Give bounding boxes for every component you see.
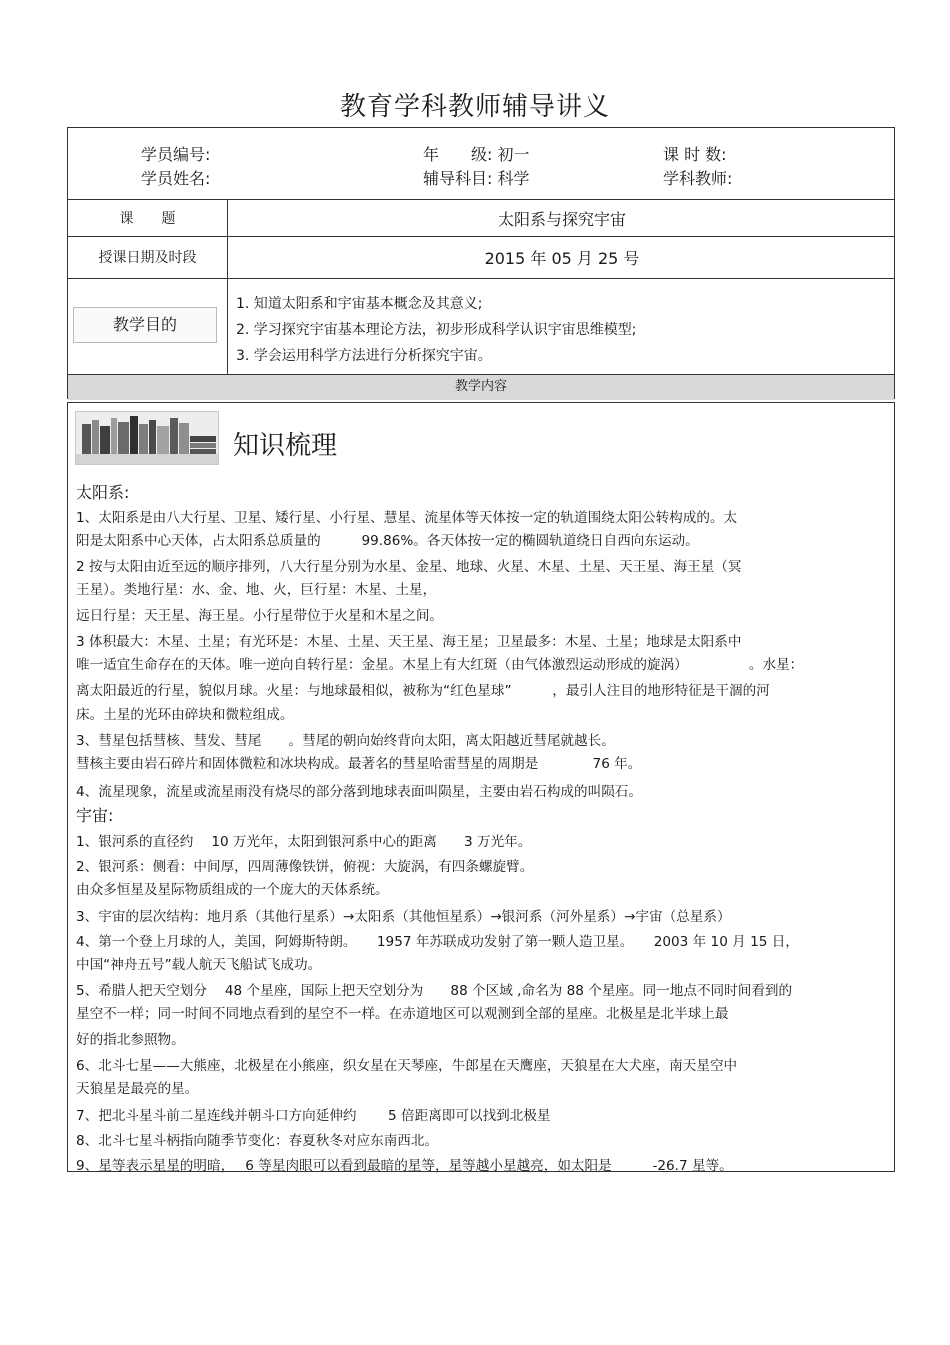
teacher-label: 学科教师: — [663, 169, 733, 188]
content-line: 王星）。类地行星：水、金、地、火，巨行星：木星、土星， — [76, 582, 437, 598]
content-line: 好的指北参照物。 — [76, 1032, 185, 1048]
content-line: 远日行星：天王星、海王星。小行星带位于火星和木星之间。 — [76, 608, 444, 624]
content-line: 5、希腊人把天空划分 48 个星座，国际上把天空划分为 88 个区域 ,命名为 88 个星座。同一地点不同时间看到的 — [76, 983, 793, 999]
content-line: 阳是太阳系中心天体，占太阳系总质量的 99.86%。各天体按一定的椭圆轨道绕日自西向东运动。 — [76, 533, 699, 549]
content-line: 唯一适宜生命存在的天体。唯一逆向自转行星：金星。木星上有大红斑（由气体激烈运动形成的旋涡） 。水星： — [76, 657, 804, 673]
content-line: 由众多恒星及星际物质组成的一个庞大的天体系统。 — [76, 882, 389, 898]
section-title: 知识梳理 — [233, 431, 338, 461]
content-line: 1、银河系的直径约 10 万光年，太阳到银河系中心的距离 3 万光年。 — [76, 834, 532, 850]
grade-field: 年 级: 初一 — [423, 145, 530, 164]
content-line: 离太阳最近的行星，貌似月球。火星：与地球最相似，被称为“红色星球” ，最引人注目的地形特征是干涸的河 — [76, 683, 770, 699]
topic-label: 课 题 — [119, 211, 176, 227]
content-line: 彗核主要由岩石碎片和固体微粒和冰块构成。最著名的彗星哈雷彗星的周期是 76 年。 — [76, 756, 642, 772]
content-line: 9、星等表示星星的明暗， 6 等星肉眼可以看到最暗的星等，星等越小星越亮，如太阳是 -26.7 星等。 — [76, 1158, 733, 1174]
objective-item: 1. 知道太阳系和宇宙基本概念及其意义; — [236, 296, 483, 312]
content-line: 3、彗星包括彗核、彗发、彗尾 。彗尾的朝向始终背向太阳，离太阳越近彗尾就越长。 — [76, 733, 615, 749]
solar-system-heading: 太阳系: — [76, 483, 130, 502]
content-line: 2、银河系：侧看：中间厚，四周薄像铁饼，俯视：大旋涡，有四条螺旋臂。 — [76, 859, 534, 875]
content-line: 3、宇宙的层次结构：地月系（其他行星系）→太阳系（其他恒星系）→银河系（河外星系）→宇宙（总星系） — [76, 909, 731, 925]
content-line: 中国“神舟五号”载人航天飞船试飞成功。 — [76, 957, 322, 973]
objective-item: 2. 学习探究宇宙基本理论方法，初步形成科学认识宇宙思维模型; — [236, 322, 637, 338]
content-line: 天狼星是最亮的星。 — [76, 1081, 199, 1097]
row-divider — [68, 236, 894, 237]
row-divider — [68, 278, 894, 279]
content-line: 7、把北斗星斗前二星连线并朝斗口方向延伸约 5 倍距离即可以找到北极星 — [76, 1108, 551, 1124]
teaching-content-panel — [67, 402, 895, 1172]
content-line: 2 按与太阳由近至远的顺序排列，八大行星分别为水星、金星、地球、火星、木星、土星、天王星、海王星（冥 — [76, 559, 742, 575]
content-line: 4、第一个登上月球的人，美国，阿姆斯特朗。 1957 年苏联成功发射了第一颗人造卫星。 2003 年 10 月 15 日， — [76, 934, 799, 950]
objective-item: 3. 学会运用科学方法进行分析探究宇宙。 — [236, 348, 492, 364]
page-title: 教育学科教师辅导讲义 — [339, 92, 610, 122]
content-line: 4、流星现象，流星或流星雨没有烧尽的部分落到地球表面叫陨星，主要由岩石构成的叫陨石。 — [76, 784, 642, 800]
lesson-hours-label: 课 时 数: — [663, 145, 727, 164]
content-line: 星空不一样；同一时间不同地点看到的星空不一样。在赤道地区可以观测到全部的星座。北极星是北半球上最 — [76, 1006, 729, 1022]
books-icon — [75, 411, 219, 465]
student-name-label: 学员姓名: — [141, 169, 211, 188]
content-line: 1、太阳系是由八大行星、卫星、矮行星、小行星、慧星、流星体等天体按一定的轨道围绕太阳公转构成的。太 — [76, 510, 738, 526]
lesson-info-table — [67, 127, 895, 399]
row-divider — [68, 199, 894, 200]
date-value: 2015 年 05 月 25 号 — [484, 249, 640, 268]
content-header-label: 教学内容 — [454, 379, 507, 394]
universe-heading: 宇宙: — [76, 806, 114, 825]
purpose-label: 教学目的 — [73, 307, 217, 343]
student-number-label: 学员编号: — [141, 145, 211, 164]
content-header-bar — [68, 374, 894, 400]
content-line: 3 体积最大：木星、土星；有光环是：木星、土星、天王星、海王星；卫星最多：木星、土星；地球是太阳系中 — [76, 634, 742, 650]
subject-field: 辅导科目: 科学 — [423, 169, 530, 188]
topic-value: 太阳系与探究宇宙 — [497, 210, 626, 229]
content-line: 8、北斗七星斗柄指向随季节变化：春夏秋冬对应东南西北。 — [76, 1133, 439, 1149]
content-line: 6、北斗七星——大熊座，北极星在小熊座，织女星在天琴座，牛郎星在天鹰座，天狼星在大犬座，南天星空中 — [76, 1058, 738, 1074]
date-label: 授课日期及时段 — [98, 250, 197, 266]
content-line: 床。土星的光环由碎块和微粒组成。 — [76, 707, 294, 723]
